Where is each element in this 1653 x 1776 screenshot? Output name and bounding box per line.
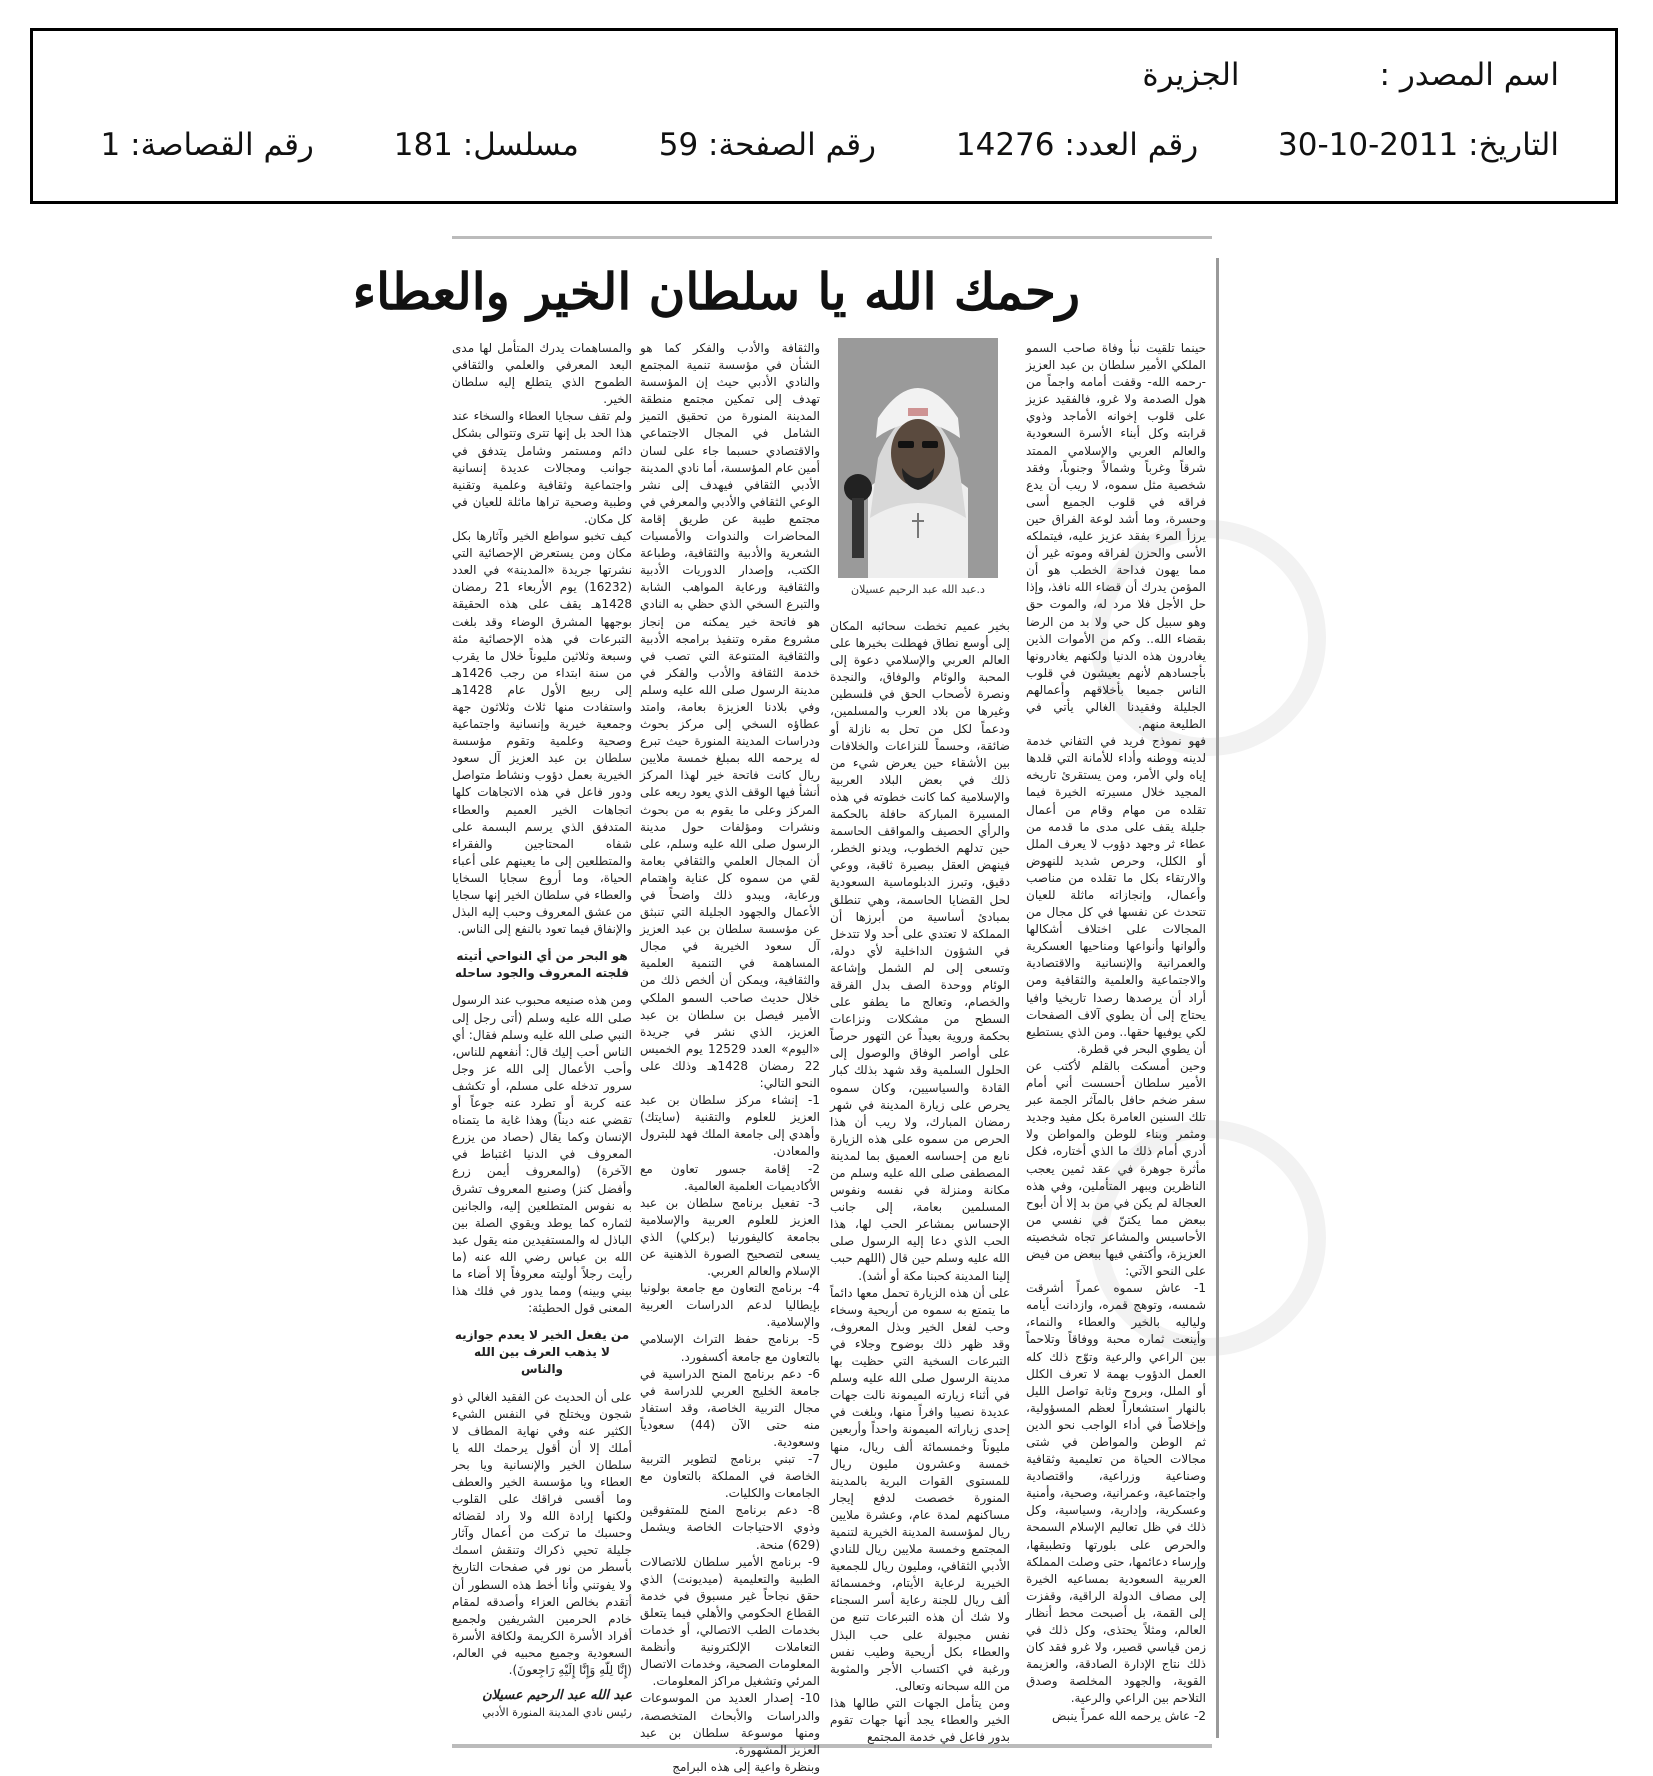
author-title: رئيس نادي المدينة المنورة الأدبي (482, 1706, 632, 1720)
source-label: اسم المصدر : (1379, 57, 1559, 93)
paragraph: وبنظرة واعية إلى هذه البرامج (672, 1759, 820, 1774)
paragraph: على أن الحديث عن الفقيد الغالي ذو شجون ويختلج في النفس الشيء الكثير عنه وفي نهاية المطاف لا أملك إلا أن أقول يرحمك الله يا سلطان الخير والإنسانية ويا بحر العطاء ويا مؤسسة الخير والعطف وما أقسى فراقك على القلوب ولكنها إرادة الله ولا راد لقضائه وحسبك ما تركت من أعمال وآثار جليلة تحيي ذكراك وتنقش اسمك بأسطر من نور في صفحات التاريخ ولا يفوتني وأنا أخط هذه السطور أن أتقدم بخالص العزاء وأصدقه لمقام خادم الحرمين الشريفين ولجميع أفراد الأسرة الكريمة ولكافة الأسرة السعودية وجميع محبيه في العالم، (إِنَّا لِلّهِ وَإِنَّا إِلَيْهِ رَاجِعونَ). (452, 1389, 632, 1678)
article-column-3 (640, 340, 820, 1774)
paragraph: 2- عاش يرحمه الله عمراً ينبض (1052, 1708, 1206, 1723)
paragraph: 2- إقامة جسور تعاون مع الأكاديميات العلمية العالمية. (640, 1161, 820, 1193)
poem-verse: هو البحر من أي النواحي أتيته فلجته المعروف والجود ساحله (455, 949, 629, 981)
article-headline: رحمك الله يا سلطان الخير والعطاء (352, 262, 1080, 321)
issue-value: 14276 (955, 127, 1055, 163)
paragraph: 1- إنشاء مركز سلطان بن عبد العزيز للعلوم والتقنية (سايتك) وأهدي إلى جامعة الملك فهد للبترول والمعادن. (640, 1093, 820, 1159)
paragraph: ومن هذه صنيعه محبوب عند الرسول صلى الله عليه وسلم (أتى رجل إلى النبي صلى الله عليه وسلم فقال: أي الناس أحب إليك قال: أنفعهم للناس، وأحب الأعمال إلى الله عز وجل سرور تدخله على مسلم، أو تكشف عنه كربة أو تطرد عنه جوعاً أو تقضي عنه ديناً) وهذا غاية ما يتمناه الإنسان وكما يقال (حصاد من يزرع المعروف في الدنيا اغتباط في الآخرة) (والمعروف أيمن زرع وأفضل كنز) وصنيع المعروف تشرق به نفوس المتطلعين إليه، والجانين لثماره كما يوطد ويقوي الصلة بين الباذل له والمستفيدين منه يقول عبد الله بن عباس رضي الله عنه (ما رأيت رجلاً أوليته معروفاً إلا أضاء ما بيني وبينه) ومما يدور في فلك هذا المعنى قول الحطيئة: (452, 993, 632, 1316)
clip-value: 1 (100, 127, 121, 163)
paragraph: ولم تقف سجايا العطاء والسخاء عند هذا الحد بل إنها تترى وتتوالى بشكل دائم ومستمر وشامل يتدفق في جوانب ومجالات عديدة إنسانية واجتماعية وثقافية وعلمية وتقنية وطبية وصحية تراها ماثلة للعيان في كل مكان. (452, 409, 632, 526)
date-label: التاريخ: (1468, 127, 1559, 163)
article-column-4 (452, 340, 632, 1740)
paragraph: 6- دعم برنامج المنح الدراسية في جامعة الخليج العربي للدراسة في مجال التربية الخاصة، وقد استفاد منه حتى الآن (44) سعودياً وسعودية. (640, 1366, 820, 1449)
paragraph: 3- تفعيل برنامج سلطان بن عبد العزيز للعلوم العربية والإسلامية بجامعة كاليفورنيا (بركلي) الذي يسعى لتصحيح الصورة الذهنية عن الإسلام والعالم العربي. (640, 1195, 820, 1279)
serial-label: مسلسل: (462, 127, 579, 163)
paragraph: فهو نموذج فريد في التفاني خدمة لدينه ووطنه وأداء للأمانة التي قلدها إياه ولي الأمر، ومن يستقرئ تاريخه المجيد خلال مسيرته الخيرة فيما تقلده من مهام وقام من أعمال جليلة يقف على مدى ما قدمه من عطاء ثر وجهد دؤوب لا يعرف الملل أو الكلل، وحرص شديد للنهوض والارتقاء بكل ما تقلده من مناصب وأعمال، وإنجازاته ماثلة للعيان تتحدث عن نفسها في كل مجال من المجالات على اختلاف أشكالها وألوانها وأنواعها ومناحيها العسكرية والعمرانية والإنسانية والاقتصادية والاجتماعية والعلمية والثقافية ومن أراد أن يرصدها رصدا تاريخيا وافيا يحتاج إلى أن يطوي آلاف الصفحات لكي يوفيها حقها.. ومن الذي يستطيع أن يطوي البحر في قطرة. (1026, 734, 1206, 1056)
paragraph: بخير عميم تخطت سحائبه المكان إلى أوسع نطاق فهطلت بخيرها على العالم العربي والإسلامي دعوة إلى المحبة والوئام والوفاق، والنجدة ونصرة لأصحاب الحق في فلسطين وغيرها من بلاد العرب والمسلمين، ودعماً لكل من تحل به نازلة أو ضائقة، وحسماً للنزاعات والخلافات بين الأشقاء حين يعرض شيء من ذلك في بعض البلاد العربية والإسلامية كما كانت خطوته في هذه المسيرة المباركة حافلة بالحكمة والرأي الحصيف والمواقف الحاسمة حين تدلهم الخطوب، ويدنو الخطر، فينهض العقل ببصيرة ثاقبة، ووعي دقيق، وتبرز الدبلوماسية السعودية لحل القضايا الحاسمة، وهي تنطلق بمبادئ أساسية من أبرزها أن المملكة لا تعتدي على أحد ولا تتدخل في الشؤون الداخلية لأي دولة، وتسعى إلى لم الشمل وإشاعة الوئام ووحدة الصف بدل الفرقة والخصام، وتعالج ما يطفو على السطح من مشكلات ونزاعات بحكمة وروية بعيداً عن التهور حرصاً على أواصر الوفاق والوصول إلى الحلول السلمية وقد شهد بذلك كبار القادة والسياسيين، وكان سموه يحرص على زيارة المدينة في شهر رمضان المبارك، ولا ريب أن هذا الحرص من سموه على هذه الزيارة نابع من إحساسه العميق بما لمدينة المصطفى صلى الله عليه وسلم من مكانة ومنزلة في نفسه ونفوس المسلمين بعامة، إلى جانب الإحساس بمشاعر الحب لها، هذا الحب الذي دعا إليه الرسول صلى الله عليه وسلم حين قال (اللهم حبب إلينا المدينة كحبنا مكة أو أشد). (830, 619, 1010, 1283)
paragraph: 7- تبني برنامج لتطوير التربية الخاصة في المملكة بالتعاون مع الجامعات والكليات. (640, 1452, 820, 1501)
poem-verse: من يفعل الخير لا يعدم جوازيه لا يذهب العرف بين الله والناس (454, 1328, 630, 1377)
issue-label: رقم العدد: (1064, 127, 1199, 163)
paragraph: 4- برنامج التعاون مع جامعة بولونيا بإيطاليا لدعم الدراسات العربية والإسلامية. (640, 1281, 820, 1330)
clip-label: رقم القصاصة: (130, 127, 314, 163)
source-value: الجزيرة (1142, 57, 1240, 93)
article-column-2 (830, 618, 1010, 1745)
paragraph: وحين أمسكت بالقلم لأكتب عن الأمير سلطان أحسست أني أمام سفر ضخم حافل بالمآثر الجمة عبر تلك السنين العامرة بكل مفيد وجديد ومثمر وبناء للوطن والمواطن ولا أدري أمام ذلك ما الذي أختاره، فكل مأثرة جوهرة في عقد ثمين يعجب الناظرين ويبهر المتأملين، وفي هذه العجالة لم يكن في من بد إلا أن أبوح ببعض مما يكتنّ في نفسي من الأحاسيس والمشاعر تجاه شخصيته العزيزة، وأكتفي فيها ببعض من فيض على النحو الآتي: (1026, 1058, 1206, 1279)
top-divider (452, 236, 1212, 239)
paragraph: والثقافة والأدب والفكر كما هو الشأن في مؤسسة تنمية المجتمع والنادي الأدبي حيث إن المؤسسة تهدف إلى تمكين مجتمع منطقة المدينة المنورة من تحقيق التميز الشامل في المجال الاجتماعي والاقتصادي حسبما جاء على لسان أمين عام المؤسسة، أما نادي المدينة الأدبي الثقافي فيهدف إلى نشر الوعي الثقافي والأدبي والمعرفي في مجتمع طيبة عن طريق إقامة المحاضرات والندوات والأمسيات الشعرية والأدبية والثقافية، وطباعة الكتب، وإصدار الدوريات الأدبية والثقافية ورعاية المواهب الشابة والتبرع السخي الذي حظي به النادي هو فاتحة خير يمكنه من إنجاز مشروع مقره وتنفيذ برامجه الأدبية والثقافية المتنوعة التي تصب في خدمة الثقافة والأدب والفكر في مدينة الرسول صلى الله عليه وسلم وفي بلادنا العزيزة بعامة، وامتد عطاؤه السخي إلى مركز بحوث ودراسات المدينة المنورة حيث تبرع له يرحمه الله بمبلغ خمسة ملايين ريال كانت فاتحة خير لهذا المركز أنشأ فيها الوقف الذي يعود ريعه على المركز وعلى ما يقوم به من بحوث ونشرات ومؤلفات حول مدينة الرسول صلى الله عليه وسلم، على أن المجال العلمي والثقافي بعامة لقي من سموه كل عناية واهتمام ورعاية، ويبدو ذلك واضحاً في الأعمال والجهود الجليلة التي تنبثق عن مؤسسة سلطان بن عبد العزيز آل سعود الخيرية في مجال المساهمة في التنمية العلمية والثقافية، ويمكن أن ألخص ذلك من خلال حديث صاحب السمو الملكي الأمير فيصل بن سلطان بن عبد العزيز، الذي نشر في جريدة «اليوم» العدد 12529 يوم الخميس 22 رمضان 1428هـ وذلك على النحو التالي: (640, 341, 820, 1091)
date-value: 30-10-2011 (1278, 127, 1459, 163)
paragraph: حينما تلقيت نبأ وفاة صاحب السمو الملكي الأمير سلطان بن عبد العزيز -رحمه الله- وقفت أمامه واجماً من هول الصدمة ولا غرو، فالفقيد عزيز على قلوب إخوانه الأماجد وذوي قرابته وكل أبناء الأسرة السعودية والعالم العربي والإسلامي الممتد شرقاً وغرباً وشمالاً وجنوباً، وفقد شخصية مثل سموه، لا ريب أن يدع فراقه في قلوب الجميع أسى وحسرة، وما أشد لوعة الفراق حين يرزأ المرء بفقد عزيز عليه، فيتملكه الأسى والحزن لفراقه وموته غير أن مما يهون فداحة الخطب هو أن المؤمن يدرك أن قضاء الله نافذ، وإذا حل الأجل فلا مرد له، والموت حق وهو سبيل كل حي ولا بد من الرضا بقضاء الله.. وكم من الأموات الذين يغادرون هذه الدنيا ولكنهم يغادرونها بأجسادهم لأنهم يعيشون في قلوب الناس جميعا بأخلاقهم وأعمالهم الجليلة وفقيدنا الغالي يأتي في الطليعة منهم. (1026, 341, 1206, 732)
paragraph: ومن يتأمل الجهات التي طالها هذا الخير والعطاء يجد أنها جهات تقوم بدور فاعل في خدمة المجتمع (830, 1695, 1010, 1745)
author-signature: عبد الله عبد الرحيم عسيلان (482, 1688, 632, 1704)
paragraph: 1- عاش سموه عمراً أشرقت شمسه، وتوهج قمره، وازدانت أيامه ولياليه بالخير والعطاء والنماء، وأينعت ثماره محبة ووفاقاً وتلاحماً بين الراعي والرعية وتوّج ذلك كله العمل الدؤوب بهمة لا تعرف الكلل أو الملل، وبروح وثابة تواصل الليل بالنهار استشعاراً لعظم المسؤولية، وإخلاصاً في أداء الواجب نحو الدين ثم الوطن والمواطن في شتى مجالات الحياة من تعليمية وثقافية وصناعية وزراعية، واقتصادية واجتماعية، وعمرانية، وصحية، وأمنية وعسكرية، وإدارية، وسياسية، وكل ذلك في ظل تعاليم الإسلام السمحة والحرص على بلورتها وتطبيقها، وإرساء دعائمها، حتى وصلت المملكة العربية السعودية بمساعيه الخيرة إلى مصاف الدولة الراقية، وقفزت إلى القمة، بل أصبحت محط أنظار العالم، ومثلاً يحتذى، وكل ذلك في زمن قياسي قصير، ولا غرو فقد كان ذلك نتاج الإدارة الصادقة، والعزيمة القوية، والجهود المخلصة وصدق التلاحم بين الراعي والرعية. (1026, 1281, 1206, 1706)
header-row-source (1142, 57, 1559, 93)
photo-caption: د.عبد الله عبد الرحيم عسيلان (851, 583, 985, 596)
paragraph: 10- إصدار العديد من الموسوعات والدراسات والأبحاث المتخصصة، ومنها موسوعة سلطان بن عبد العزيز المشهورة. (640, 1691, 820, 1757)
paragraph: كيف تخبو سواطع الخير وآثارها بكل مكان ومن يستعرض الإحصائية التي نشرتها جريدة «المدينة» في العدد (16232) يوم الأربعاء 21 رمضان 1428هـ يقف على هذه الحقيقة بوجهها المشرق الوضاء وقد بلغت التبرعات في هذه الإحصائية مئة وسبعة وثلاثين مليوناً خلال ما يقرب من سنة ابتداء من رجب 1426هـ إلى ربيع الأول عام 1428هـ واستفادت منها ثلاث وثلاثون جهة وجمعية خيرية وإنسانية واجتماعية وصحية وعلمية وتقوم مؤسسة سلطان بن عبد العزيز آل سعود الخيرية بعمل دؤوب ونشاط متواصل ودور فاعل في هذه الاتجاهات كلها اتجاهات الخير العميم والعطاء المتدفق الذي يرسم البسمة على شفاه المحتاجين والفقراء والمتطلعين إلى ما يعينهم على أعباء الحياة، وما أروع سجايا السخايا والعطاء في سلطان الخير إنها سجايا من عشق المعروف وحبب إليه البذل والإنفاق فيما تعود بالنفع إلى الناس. (452, 529, 632, 937)
right-divider (1216, 258, 1219, 1738)
paragraph: 8- دعم برنامج المنح للمتفوقين وذوي الاحتياجات الخاصة ويشمل (629) منحة. (640, 1503, 820, 1552)
page-label: رقم الصفحة: (708, 127, 877, 163)
paragraph: والمساهمات يدرك المتأمل لها مدى البعد المعرفي والعلمي والثقافي الطموح الذي يتطلع إليه سلطان الخير. (452, 341, 632, 407)
article-column-1 (1026, 340, 1206, 1740)
page-value: 59 (658, 127, 699, 163)
header-row-meta (101, 127, 1559, 163)
source-header-box (30, 28, 1618, 204)
author-photo (838, 338, 998, 578)
paragraph: على أن هذه الزيارة تحمل معها دائماً ما يتمتع به سموه من أريحية وسخاء وحب لفعل الخير وبذل المعروف، وقد ظهر ذلك بوضوح وجلاء في التبرعات السخية التي حظيت بها مدينة الرسول صلى الله عليه وسلم في أثناء زيارته الميمونة نالت جهات عديدة نصيبا وافراً منها، وبلغت في إحدى زياراته الميمونة واحداً وأربعين مليوناً وخمسمائة ألف ريال، منها خمسة وعشرون مليون ريال للمستوى القوات البرية بالمدينة المنورة خصصت لدفع إيجار مساكنهم لمدة عام، وعشرة ملايين ريال لمؤسسة المدينة الخيرية لتنمية المجتمع وخمسة ملايين ريال للنادي الأدبي الثقافي، ومليون ريال للجمعية الخيرية لرعاية الأيتام، وخمسمائة ألف ريال للجنة رعاية أسر السجناء ولا شك أن هذه التبرعات تنبع من نفس مجبولة على حب البذل والعطاء بكل أريحية وطيب نفس ورغبة في اكتساب الأجر والمثوبة من الله سبحانه وتعالى. (830, 1285, 1010, 1693)
paragraph: 9- برنامج الأمير سلطان للاتصالات الطبية والتعليمية (ميديونت) الذي حقق نجاحاً غير مسبوق في خدمة القطاع الحكومي والأهلي فيما يتعلق بخدمات الطب الاتصالي، أو خدمات التعاملات الإلكترونية وأنظمة المعلومات الصحية، وخدمات الاتصال المرئي وتشغيل مراكز المعلومات. (640, 1554, 820, 1689)
paragraph: 5- برنامج حفظ التراث الإسلامي بالتعاون مع جامعة أكسفورد. (640, 1332, 820, 1364)
serial-value: 181 (393, 127, 453, 163)
